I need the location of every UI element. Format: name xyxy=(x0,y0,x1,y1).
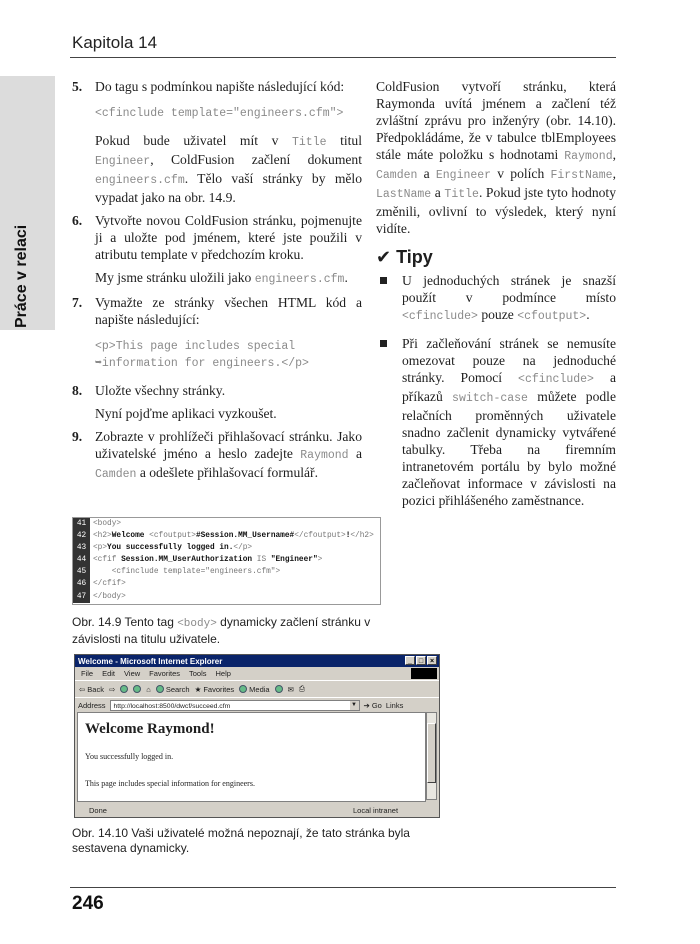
step-paragraph: My jsme stránku uložili jako engineers.cfm. xyxy=(95,270,348,286)
code-line: 41 <body> xyxy=(73,518,380,530)
address-input[interactable]: http://localhost:8500/dwcf/succeed.cfm ▼ xyxy=(110,700,360,711)
footer-rule xyxy=(70,887,616,888)
back-arrow-icon: ⇦ xyxy=(79,684,86,694)
header-rule xyxy=(70,57,616,58)
scrollbar[interactable] xyxy=(426,712,437,800)
tip-item: Při začleňování stránek se nemusíte omezovat pouze na jednoduché stránky. Pomocí <cfinclude> a příkazů switch-case můžete podle relačních proměnných uživatele snadno začlenit dynamicky vytvářené tabulky. Třeba na firemním intranetovém portálu by bylo možné začleňovat informace v závislosti na pozici přihlášeného zaměstnance. xyxy=(376,335,616,509)
code-line: 42 <h2>Welcome <cfoutput>#Session.MM_Username#</cfoutput>!</h2> xyxy=(73,530,380,542)
step-8 xyxy=(72,382,362,422)
code-line: 45 <cfinclude template="engineers.cfm"> xyxy=(73,566,380,578)
windows-logo-icon xyxy=(411,668,437,679)
step-7 xyxy=(72,294,362,372)
menu-edit[interactable]: Edit xyxy=(102,669,116,678)
media-button[interactable]: Media xyxy=(239,685,269,694)
code-snippet: <cfinclude template="engineers.cfm"> xyxy=(95,107,344,120)
step-number: 9. xyxy=(72,429,83,444)
step-number: 6. xyxy=(72,213,83,228)
back-button[interactable]: ⇦ Back xyxy=(79,684,104,694)
go-button[interactable]: ➔ Go xyxy=(363,701,382,710)
scroll-thumb[interactable] xyxy=(427,723,436,783)
go-arrow-icon: ➔ xyxy=(363,701,370,710)
forward-button[interactable]: ⇨ xyxy=(108,684,116,694)
code-line: 46 </cfif> xyxy=(73,578,380,590)
step-number: 7. xyxy=(72,295,83,310)
code-snippet: <p>This page includes special ➥information for engineers.</p> xyxy=(95,340,309,370)
step-text: Zobrazte v prohlížeči přihlašovací stránku. Jako uživatelské jméno a heslo zadejte Raymond a Camden a odešlete přihlašovací formulář. xyxy=(95,429,362,481)
engineer-message: This page includes special information for engineers. xyxy=(85,779,255,788)
star-icon: ★ xyxy=(194,684,202,694)
page-content xyxy=(77,712,426,802)
step-5 xyxy=(72,78,362,206)
history-icon[interactable] xyxy=(275,685,283,693)
stop-icon[interactable] xyxy=(120,685,128,693)
window-title: Welcome - Microsoft Internet Explorer xyxy=(78,656,223,666)
address-label: Address xyxy=(78,701,106,710)
menu-view[interactable]: View xyxy=(124,669,141,678)
login-message: You successfully logged in. xyxy=(85,752,174,761)
home-icon[interactable]: ⌂ xyxy=(146,684,151,694)
step-paragraph: Pokud bude uživatel mít v Title titul Engineer, ColdFusion začlení dokument engineers.cfm. Tělo vaší stránky by mělo vypadat jako na obr. 14.9. xyxy=(95,133,362,205)
toolbar xyxy=(75,681,439,698)
step-text: Vytvořte novou ColdFusion stránku, pojmenujte ji a uložte pod jménem, které jste použili v atributu template v předchozím kroku. xyxy=(95,213,362,262)
media-icon xyxy=(239,685,247,693)
side-tab xyxy=(0,76,55,330)
bullet-square-icon xyxy=(380,340,387,347)
search-button[interactable]: Search xyxy=(156,685,190,694)
left-column xyxy=(72,78,362,489)
favorites-button[interactable]: ★ Favorites xyxy=(194,684,235,694)
code-listing xyxy=(72,517,381,605)
menu-help[interactable]: Help xyxy=(215,669,231,678)
bullet-square-icon xyxy=(380,277,387,284)
checkmark-icon: ✔ xyxy=(376,247,392,267)
step-9 xyxy=(72,428,362,483)
menu-tools[interactable]: Tools xyxy=(189,669,207,678)
step-number: 5. xyxy=(72,79,83,94)
step-paragraph: Nyní pojďme aplikaci vyzkoušet. xyxy=(95,406,277,421)
status-bar xyxy=(75,804,439,817)
browser-window xyxy=(74,654,440,818)
print-icon[interactable]: ⎙ xyxy=(298,684,305,693)
side-tab-label: Práce v relaci xyxy=(13,224,30,328)
step-number: 8. xyxy=(72,383,83,398)
right-column xyxy=(376,78,616,519)
code-line: 47 </body> xyxy=(73,591,380,603)
tip-item: U jednoduchých stránek je snazší použít v podmínce místo <cfinclude> pouze <cfoutput>. xyxy=(376,272,616,325)
welcome-heading: Welcome Raymond! xyxy=(85,721,215,737)
figure-caption-14-10: Obr. 14.10 Vaši uživatelé možná nepoznají, že tato stránka byla sestavena dynamicky. xyxy=(72,826,410,855)
search-icon xyxy=(156,685,164,693)
code-line: 43 <p>You successfully logged in.</p> xyxy=(73,542,380,554)
step-text: Do tagu s podmínkou napište následující kód: xyxy=(95,79,345,94)
address-bar xyxy=(75,698,439,713)
chapter-title: Kapitola 14 xyxy=(72,33,158,52)
menu-bar xyxy=(75,667,439,681)
minimize-button[interactable]: _ xyxy=(405,656,415,665)
close-button[interactable]: × xyxy=(427,656,437,665)
links-button[interactable]: Links xyxy=(385,701,404,710)
page-number: 246 xyxy=(72,893,104,914)
status-text: Done xyxy=(89,806,107,815)
menu-favorites[interactable]: Favorites xyxy=(149,669,180,678)
window-titlebar xyxy=(75,655,439,667)
menu-file[interactable]: File xyxy=(81,669,94,678)
maximize-button[interactable]: □ xyxy=(416,656,426,665)
code-line: 44 <cfif Session.MM_UserAuthorization IS "Engineer"> xyxy=(73,554,380,566)
figure-caption-14-9: Obr. 14.9 Tento tag <body> dynamicky začlení stránku v závislosti na titulu uživatele. xyxy=(72,615,371,646)
step-6 xyxy=(72,212,362,288)
step-text: Uložte všechny stránky. xyxy=(95,383,226,398)
mail-icon[interactable]: ✉ xyxy=(287,684,294,694)
refresh-icon[interactable] xyxy=(133,685,141,693)
result-paragraph: ColdFusion vytvoří stránku, která Raymonda uvítá jménem a začlení též zvláštní zprávu pro inženýry (obr. 14.10). Předpokládáme, že v tabulce tblEmployees stále máte položku s hodnotami Raymond, Camden a Engineer v polích FirstName, LastName a Title. Pokud jste tyto hodnoty změnili, ovlivní to výsledek, který nyní vidíte. xyxy=(376,79,616,236)
dropdown-arrow-icon[interactable]: ▼ xyxy=(351,702,357,708)
step-text: Vymažte ze stránky všechen HTML kód a napište následující: xyxy=(95,295,362,327)
zone-text: Local intranet xyxy=(353,806,399,815)
tips-heading: ✔ Tipy xyxy=(376,247,433,267)
